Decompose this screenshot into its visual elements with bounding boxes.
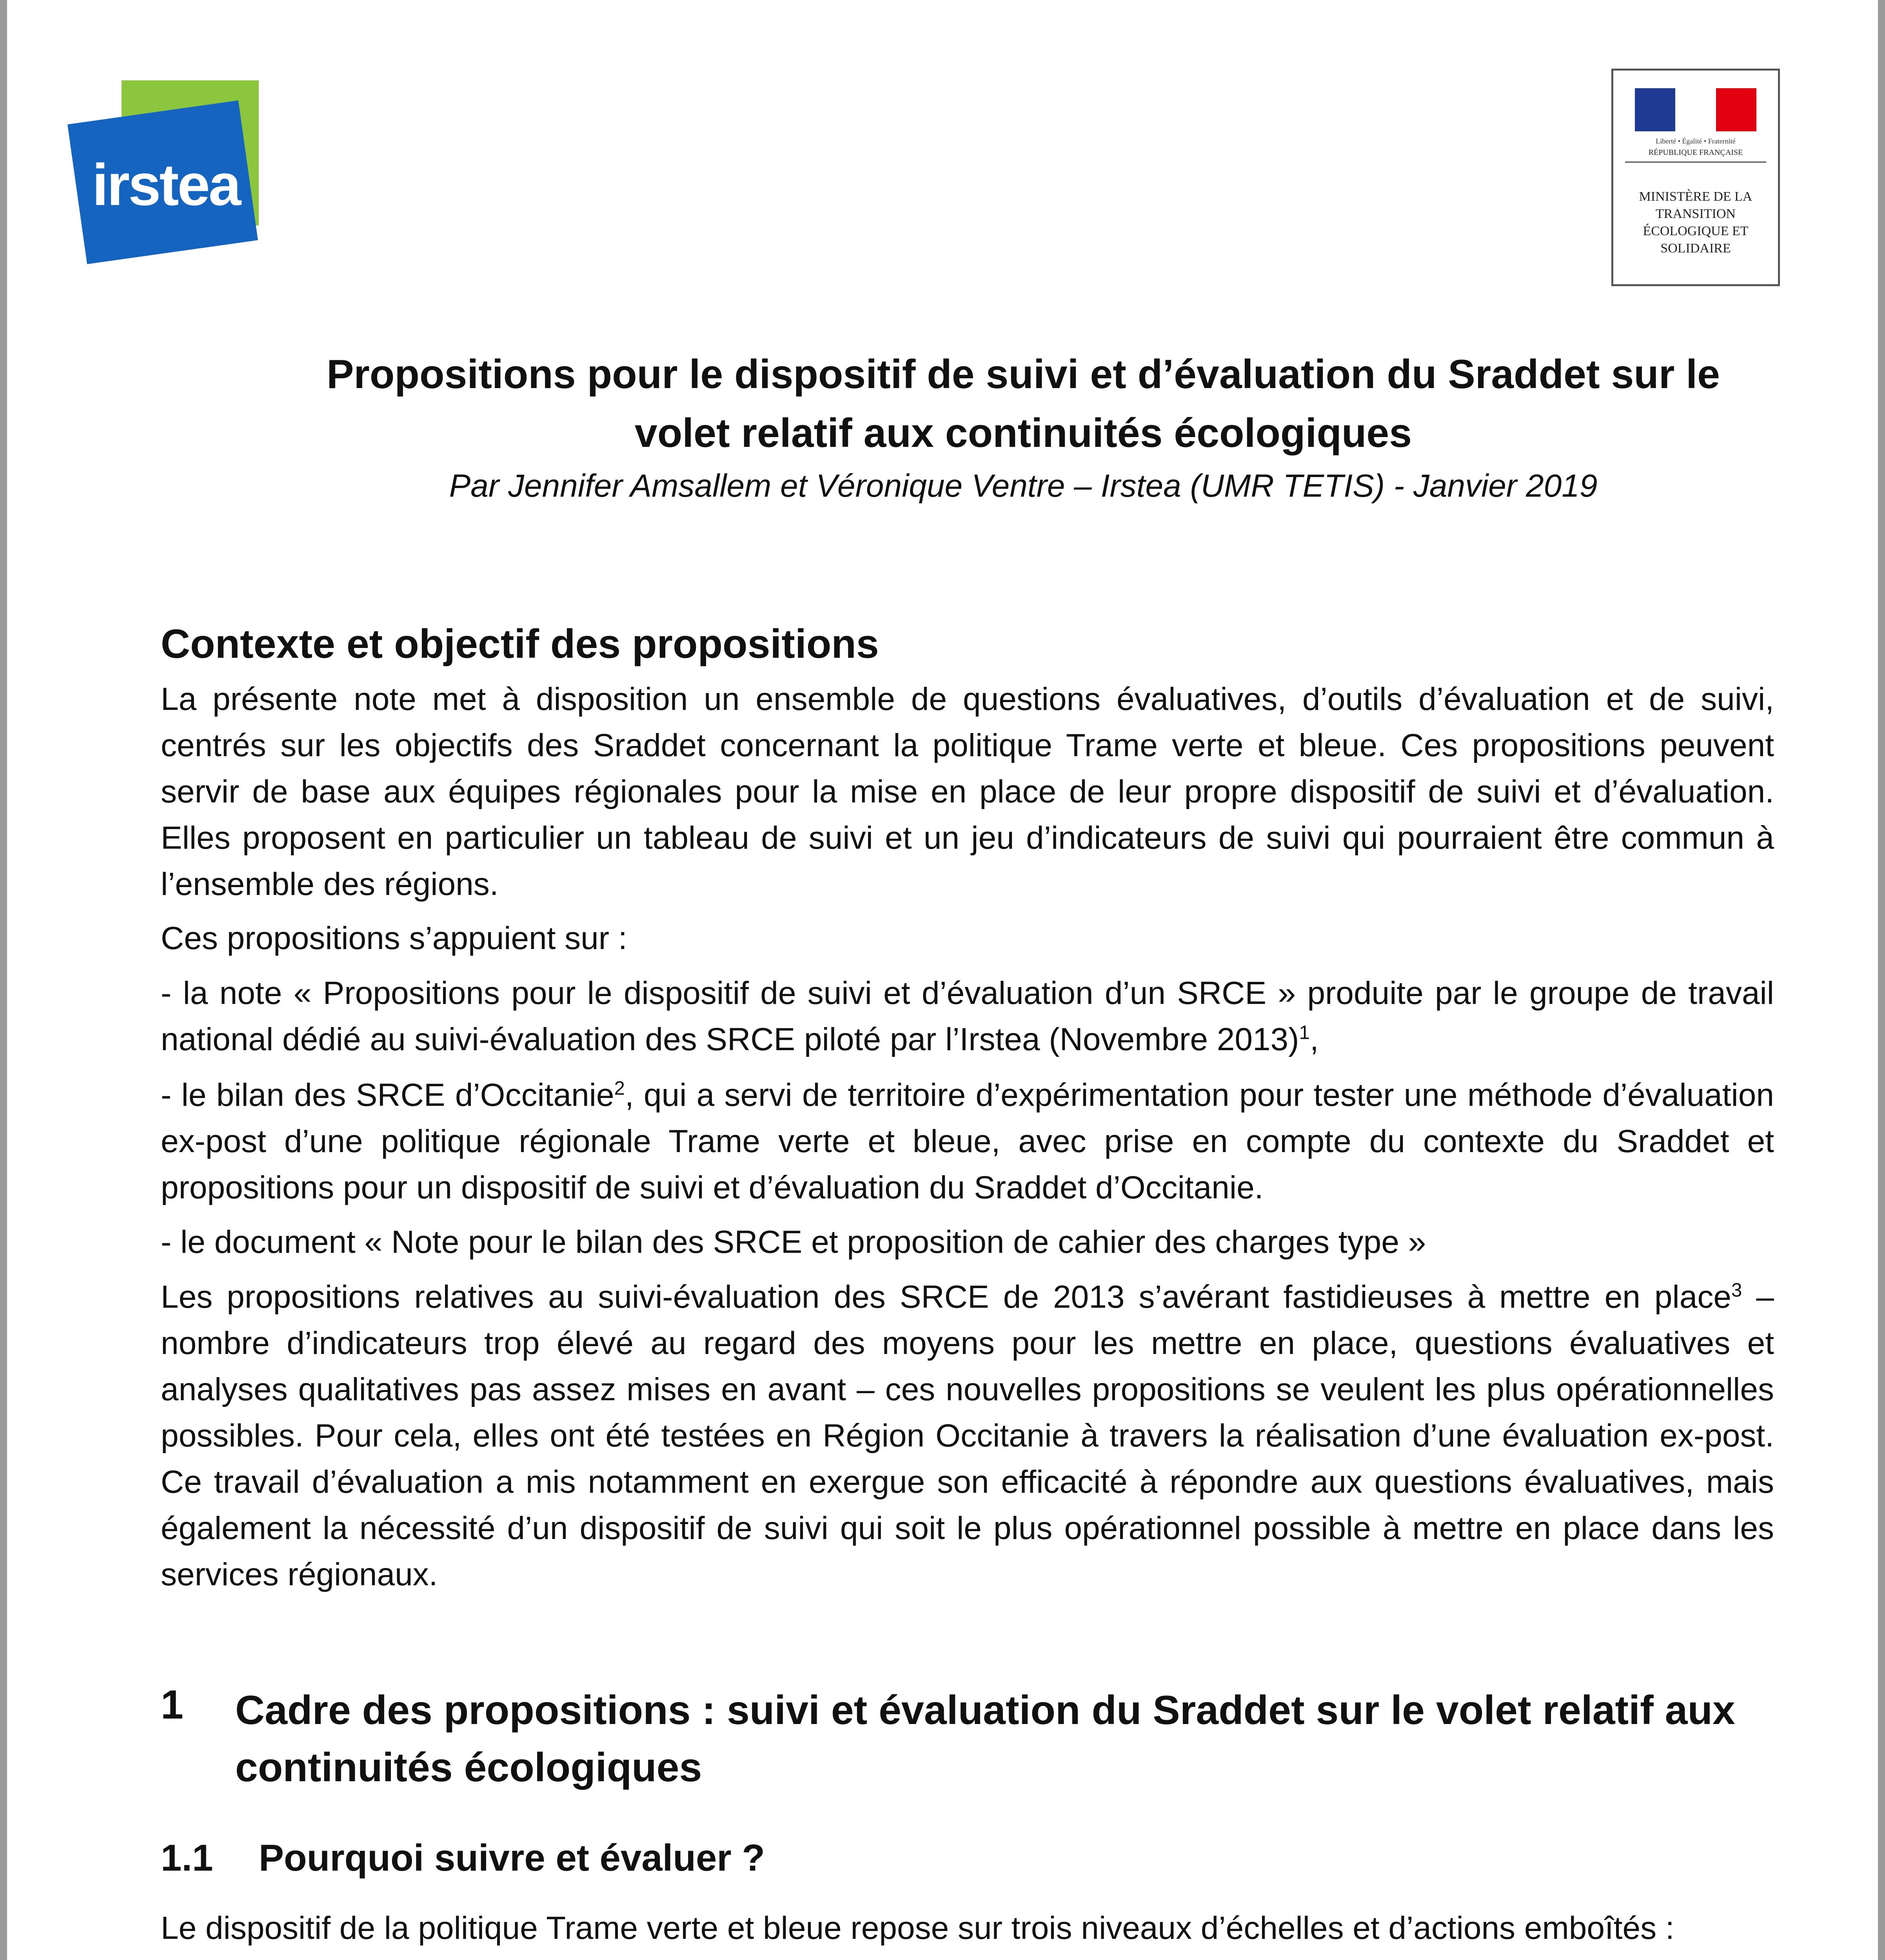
- section-1-1-number: 1.1: [161, 1837, 213, 1879]
- section-1-intro: Le dispositif de la politique Trame verte et bleue repose sur trois niveaux d’échelles et d’actions emboîtés :: [161, 1910, 1674, 1946]
- section-1-heading: Cadre des propositions : suivi et évaluation du Sraddet sur le volet relatif aux continuités écologiques: [235, 1688, 1735, 1790]
- section-1-1-heading: Pourquoi suivre et évaluer ?: [259, 1837, 765, 1879]
- context-paragraph-2: Ces propositions s’appuient sur :: [161, 920, 627, 956]
- footnote-ref-3: 3: [1731, 1279, 1742, 1301]
- footnote-ref-2: 2: [614, 1077, 625, 1099]
- context-paragraph-6: Les propositions relatives au suivi-évaluation des SRCE de 2013 s’avérant fastidieuses à mettre en place$^3$ – nombre d’indicateurs trop élevé au regard des moyens pour les mettre en place, questions évaluatives et analyses qualitatives pas assez mises en avant – ces nouvelles propositions se veulent les plus opérationnelles possibles. Pour cela, elles ont été testées en Région Occitanie à travers la réalisation d’une évaluation ex-post. Ce travail d’évaluation a mis notamment en exergue son efficacité à répondre aux questions évaluatives, mais également la nécessité d’un dispositif de suivi qui soit le plus opérationnel possible à mettre en place dans les services régionaux.: [161, 1279, 1774, 1592]
- logo-wordmark: irstea: [92, 152, 240, 218]
- ministry-motto: Liberté • Égalité • Fraternité: [1656, 137, 1736, 145]
- page-frame-left: [0, 0, 7, 1960]
- footnote-ref-1: 1: [1299, 1022, 1310, 1044]
- irstea-logo: [76, 80, 261, 261]
- context-paragraph-5: - le document « Note pour le bilan des SRCE et proposition de cahier des charges type »: [161, 1224, 1426, 1260]
- ministry-divider: [1625, 162, 1766, 163]
- context-paragraph-4: - le bilan des SRCE d’Occitanie$^2$, qui a servi de territoire d’expérimentation pour tester une méthode d’évaluation ex-post d’une politique régionale Trame verte et bleue, avec prise en compte du contexte du Sraddet et propositions pour un dispositif de suivi et d’évaluation du Sraddet d’Occitanie.: [161, 1077, 1774, 1205]
- ministry-name: MINISTÈRE DE LA TRANSITION ÉCOLOGIQUE ET SOLIDAIRE: [1639, 189, 1752, 256]
- context-paragraph-3: - la note « Propositions pour le dispositif de suivi et d’évaluation d’un SRCE » produite par le groupe de travail national dédié au suivi-évaluation des SRCE piloté par l’Irstea (Novembre 2013)$^1$,: [161, 975, 1774, 1057]
- byline: Par Jennifer Amsallem et Véronique Ventre – Irstea (UMR TETIS) - Janvier 2019: [449, 468, 1598, 504]
- ministry-republic: RÉPUBLIQUE FRANÇAISE: [1648, 148, 1743, 157]
- section-1-number: 1: [161, 1682, 183, 1728]
- document-title: [274, 345, 1772, 463]
- marianne-flag: [1635, 88, 1756, 131]
- context-paragraph-1: La présente note met à disposition un ensemble de questions évaluatives, d’outils d’évaluation et de suivi, centrés sur les objectifs des Sraddet concernant la politique Trame verte et bleue. Ces propositions peuvent servir de base aux équipes régionales pour la mise en place de leur propre dispositif de suivi et d’évaluation. Elles proposent en particulier un tableau de suivi et un jeu d’indicateurs de suivi qui pourraient être commun à l’ensemble des régions.: [161, 681, 1774, 902]
- title-line-2: volet relatif aux continuités écologiques: [634, 410, 1412, 456]
- ministry-logo: [1611, 69, 1780, 286]
- context-heading: Contexte et objectif des propositions: [161, 621, 879, 667]
- title-line-1: Propositions pour le dispositif de suivi et d’évaluation du Sraddet sur le: [327, 352, 1720, 397]
- page-frame-right: [1878, 0, 1885, 1960]
